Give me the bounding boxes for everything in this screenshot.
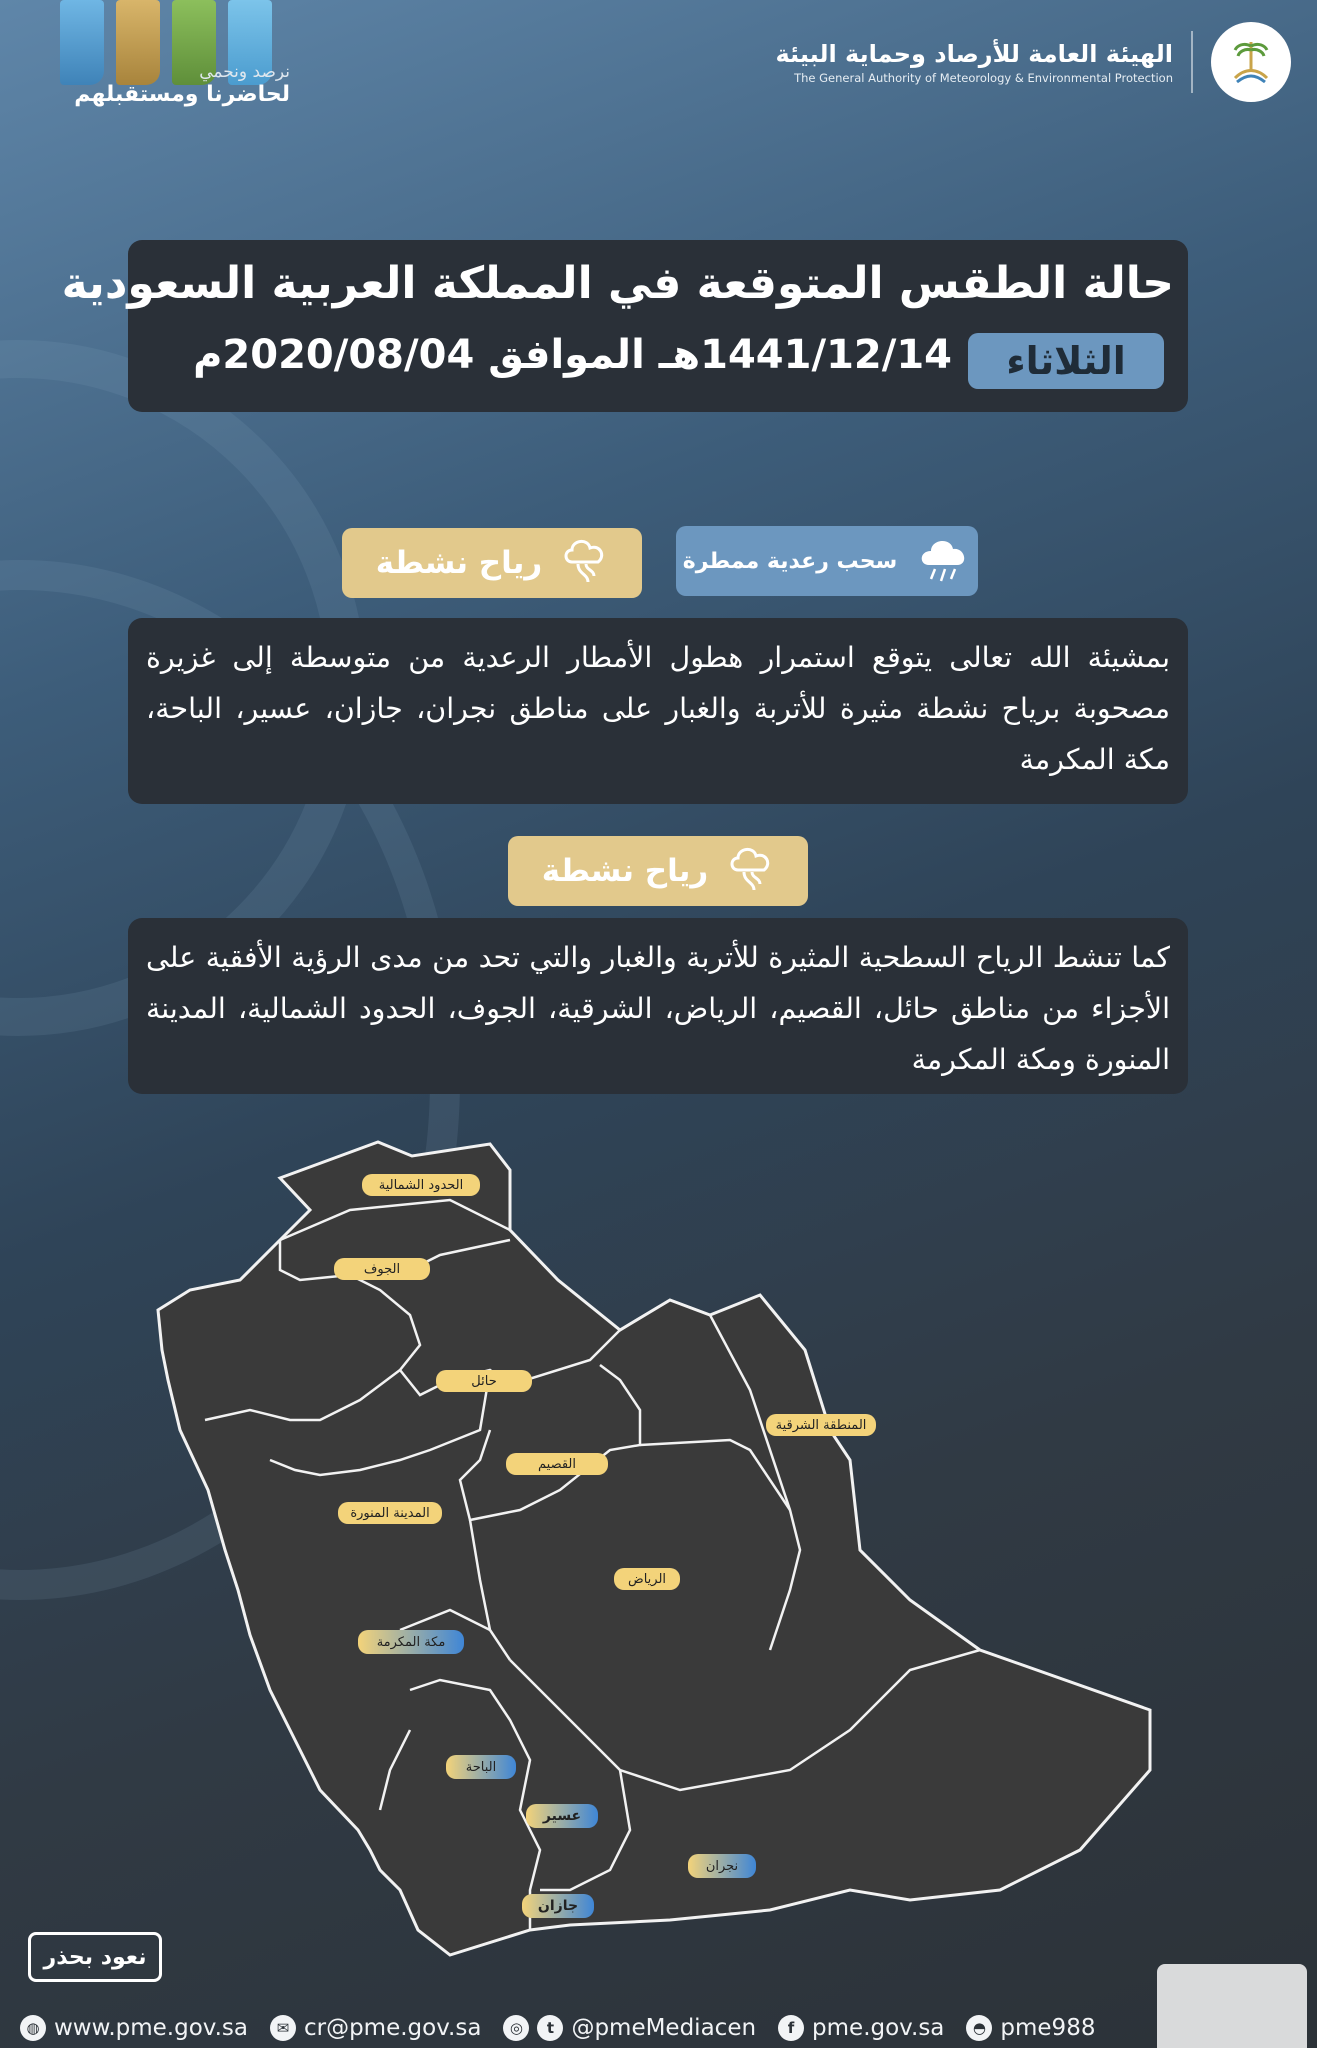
footer-contacts [0,2008,1317,2048]
region-label-northern-borders: الحدود الشمالية [362,1174,480,1196]
mail-icon: ✉ [270,2015,296,2041]
vision-logo [60,0,300,120]
region-label-madinah: المدينة المنورة [338,1502,442,1524]
slogan-badge: نعود بحذر [28,1932,162,1982]
region-label-eastern: المنطقة الشرقية [766,1414,876,1436]
footer-social[interactable] [503,2015,756,2041]
website-text: www.pme.gov.sa [54,2015,248,2041]
tagline-bottom: لحاضرنا ومستقبلهم [74,82,290,107]
forecast-title-box [61,240,1188,412]
map-outline [158,1142,1150,1955]
footer-facebook[interactable] [778,2015,944,2041]
active-winds-label: رياح نشطة [375,545,543,581]
region-label-jouf: الجوف [334,1258,430,1280]
tagline-top: نرصد ونحمي [199,62,290,82]
region-label-asir: عسير [526,1804,598,1828]
region-label-hail: حائل [436,1370,532,1392]
wind-forecast-box [128,918,1188,1094]
twitter-icon: t [537,2015,563,2041]
rain-forecast-text: بمشيئة الله تعالى يتوقع استمرار هطول الأمطار الرعدية من متوسطة إلى غزيرة مصحوبة برياح نشطة مثيرة للأتربة والغبار على مناطق نجران، جازان، عسير، الباحة، مكة المكرمة [146,641,1170,776]
region-label-baha: الباحة [446,1755,516,1779]
wind-forecast-text: كما تنشط الرياح السطحية المثيرة للأتربة والغبار والتي تحد من مدى الرؤية الأفقية على الأجزاء من مناطق حائل، القصيم، الرياض، الشرقية، الجوف، الحدود الشمالية، المدينة المنورة ومكة المكرمة [146,941,1170,1076]
authority-name-arabic: الهيئة العامة للأرصاد وحماية البيئة [775,39,1173,68]
thunder-cloud-icon [917,533,971,589]
active-winds-pill [342,528,642,598]
tagline [74,62,290,107]
logo-divider [1191,31,1193,93]
thunderstorm-label: سحب رعدية ممطرة [682,548,898,574]
active-winds-pill-2 [508,836,808,906]
footer-snapchat[interactable] [966,2015,1095,2041]
thunderstorm-pill [676,526,978,596]
footer-website[interactable] [20,2015,248,2041]
rain-forecast-box [128,618,1188,804]
snapchat-icon: ◓ [966,2015,992,2041]
region-label-qassim: القصيم [506,1453,608,1475]
social-handle-text: @pmeMediacen [571,2015,757,2041]
region-label-jazan: جازان [522,1894,594,1918]
day-badge: الثلاثاء [968,333,1164,389]
footer-email[interactable] [270,2015,481,2041]
authority-logo [776,22,1292,102]
forecast-date: 1441/12/14هـ الموافق 2020/08/04م [193,332,952,378]
region-label-najran: نجران [688,1854,756,1878]
active-winds-label-2: رياح نشطة [541,853,709,889]
wind-dust-icon [728,844,774,898]
palm-swords-emblem-icon [1211,22,1291,102]
instagram-icon: ◎ [503,2015,529,2041]
facebook-text: pme.gov.sa [812,2015,945,2041]
page-title: حالة الطقس المتوقعة في المملكة العربية السعودية [61,258,1174,309]
saudi-regions-map [150,1130,1170,1970]
facebook-icon: f [778,2015,804,2041]
globe-icon: ◍ [20,2015,46,2041]
authority-name-english: The General Authority of Meteorology & Environmental Protection [794,70,1173,85]
wind-dust-icon [562,536,608,590]
region-label-makkah: مكة المكرمة [358,1630,464,1654]
snapchat-text: pme988 [1000,2015,1096,2041]
email-text: cr@pme.gov.sa [303,2015,482,2041]
region-label-riyadh: الرياض [614,1568,680,1590]
